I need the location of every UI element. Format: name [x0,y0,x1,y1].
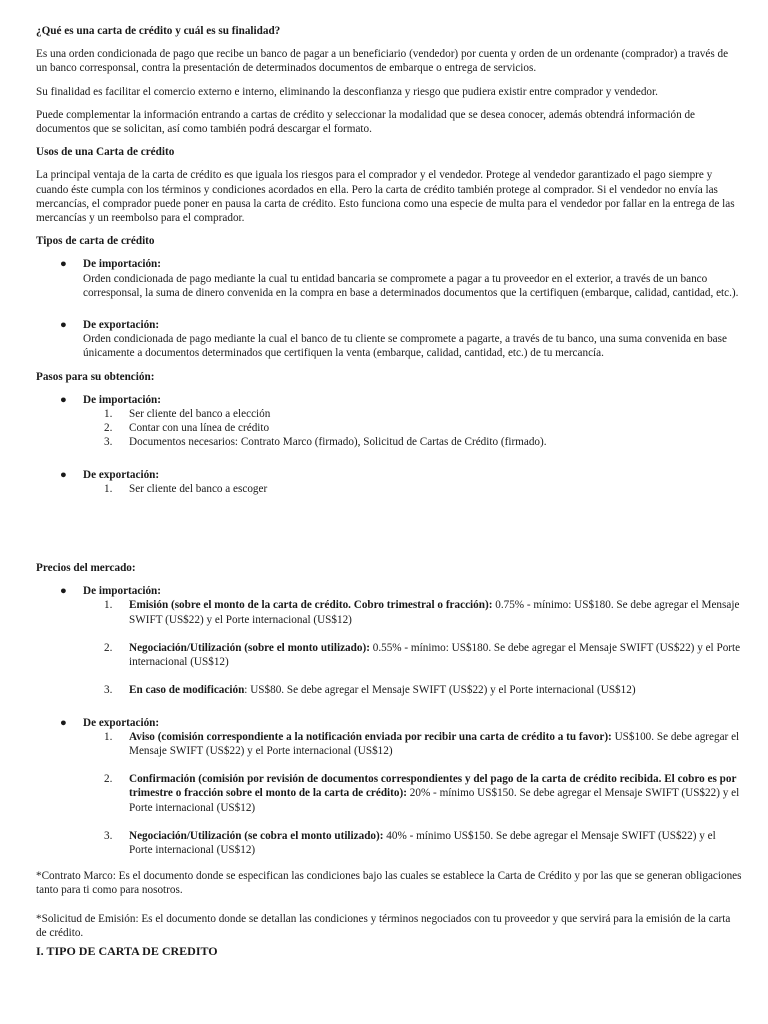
document-page [36,24,742,958]
tipo-importacion [36,257,742,300]
precios-exportacion [36,716,742,858]
bullet-icon: ● [60,716,67,729]
usos-paragraph: La principal ventaja de la carta de crédito es que iguala los riesgos para el comprador y el vendedor. Protege al vendedor garantizado el pago siempre y cuando éste cumpla con los términos y condiciones acordados en ella. Pero la carta de crédito también protege al comprador. Si el vendedor no envía las mercancías, el comprador puede poner en pausa la carta de crédito. Esto funciona como una especie de multa para el vendedor por fallar en la entrega de las mercancías y un reembolso para el comprador. [36,169,735,225]
tipos-list [36,257,742,360]
pasos-exportacion [36,468,742,496]
note-contrato-marco: *Contrato Marco: Es el documento donde se especifican las condiciones bajo las cuales se establece la Carta de Crédito y por las que se generan obligaciones tanto para ti como para nosotros. [36,870,742,897]
tipo-label: De importación: [83,258,161,271]
list-item: 1. Aviso (comisión correspondiente a la notificación enviada por recibir una carta de crédito a tu favor): US$100. Se debe agregar el Mensaje SWIFT (US$22) y el Porte internacional (US$12) [104,730,740,757]
import-prices-list [83,598,742,697]
tipo-exportacion [36,318,742,361]
bullet-icon: ● [60,393,67,406]
bullet-icon: ● [60,585,67,598]
intro-paragraph-1: Es una orden condicionada de pago que recibe un banco de pagar a un beneficiario (vendedor) por cuenta y orden de un ordenante (comprador) a través de un banco corresponsal, contra la presentación de determinados documentos de embarque o entrega de servicios. [36,48,729,75]
intro-heading: ¿Qué es una carta de crédito y cuál es su finalidad? [36,25,281,37]
list-item: 2. Contar con una línea de crédito [104,422,270,435]
blank-space [36,505,742,561]
pasos-export-label: De exportación: [83,468,160,481]
tipo-description: Orden condicionada de pago mediante la cual el banco de tu cliente se compromete a pagarte, a través de tu banco, una suma convenida en base únicamente a documentos determinados que certifiquen la venta (embarque, calidad, cantidad, etc.) de tu mercancía. [83,333,727,360]
precios-heading: Precios del mercado: [36,562,136,575]
bullet-icon: ● [60,258,67,271]
export-steps-list [83,482,742,496]
intro-paragraph-2: Su finalidad es facilitar el comercio externo e interno, eliminando la desconfianza y riesgo que pudiera existir entre comprador y vendedor. [36,85,658,98]
section-title: I. TIPO DE CARTA DE CREDITO [36,943,218,958]
list-item: 1. Ser cliente del banco a elección [104,408,271,421]
precios-import-label: De importación: [83,585,161,598]
precios-importacion [36,584,742,697]
pasos-importacion [36,393,742,450]
precios-export-label: De exportación: [83,716,160,729]
list-item: 3. Negociación/Utilización (se cobra el monto utilizado): 40% - mínimo US$150. Se debe agregar el Mensaje SWIFT (US$22) y el Porte internacional (US$12) [104,829,716,856]
list-item: 2. Confirmación (comisión por revisión de documentos correspondientes y del pago de la carta de crédito recibida. El cobro es por trimestre o fracción sobre el monto de la carta de crédito): 20% - mínimo US$150. Se debe agregar el Mensaje SWIFT (US$22) y el Porte internacional (US$12) [104,773,740,814]
list-item: 3. En caso de modificación: US$80. Se debe agregar el Mensaje SWIFT (US$22) y el Porte internacional (US$12) [104,684,636,697]
tipo-label: De exportación: [83,319,160,332]
intro-paragraph-3: Puede complementar la información entrando a cartas de crédito y seleccionar la modalidad que se desea conocer, además obtendrá información de documentos que se solicitan, así como también podrá descargar el formato. [36,108,696,136]
tipo-description: Orden condicionada de pago mediante la cual tu entidad bancaria se compromete a pagar a tu proveedor en el exterior, a través de un banco corresponsal, la suma de dinero convenida en la compra en base a determinados documentos que la certifiquen (embarque, calidad, cantidad, etc.). [83,272,739,299]
tipos-heading: Tipos de carta de crédito [36,235,155,248]
usos-heading: Usos de una Carta de crédito [36,146,175,159]
list-item: 2. Negociación/Utilización (sobre el monto utilizado): 0.55% - mínimo: US$180. Se debe agregar el Mensaje SWIFT (US$22) y el Porte internacional (US$12) [104,641,741,669]
bullet-icon: ● [60,468,67,481]
list-item: 3. Documentos necesarios: Contrato Marco (firmado), Solicitud de Cartas de Crédito (firmado). [104,436,547,449]
pasos-import-label: De importación: [83,393,161,406]
list-item: 1. Ser cliente del banco a escoger [104,482,268,495]
precios-list [36,584,742,857]
pasos-list [36,393,742,496]
note-solicitud-emision: *Solicitud de Emisión: Es el documento donde se detallan las condiciones y términos negociados con tu proveedor y que servirá para la emisión de la carta de crédito. [36,912,731,939]
list-item: 1. Emisión (sobre el monto de la carta de crédito. Cobro trimestral o fracción): 0.75% - mínimo: US$180. Se debe agregar el Mensaje SWIFT (US$22) y el Porte internacional (US$12) [104,599,740,626]
bullet-icon: ● [60,319,67,332]
import-steps-list [83,407,742,450]
pasos-heading: Pasos para su obtención: [36,370,155,383]
export-prices-list [83,730,742,857]
